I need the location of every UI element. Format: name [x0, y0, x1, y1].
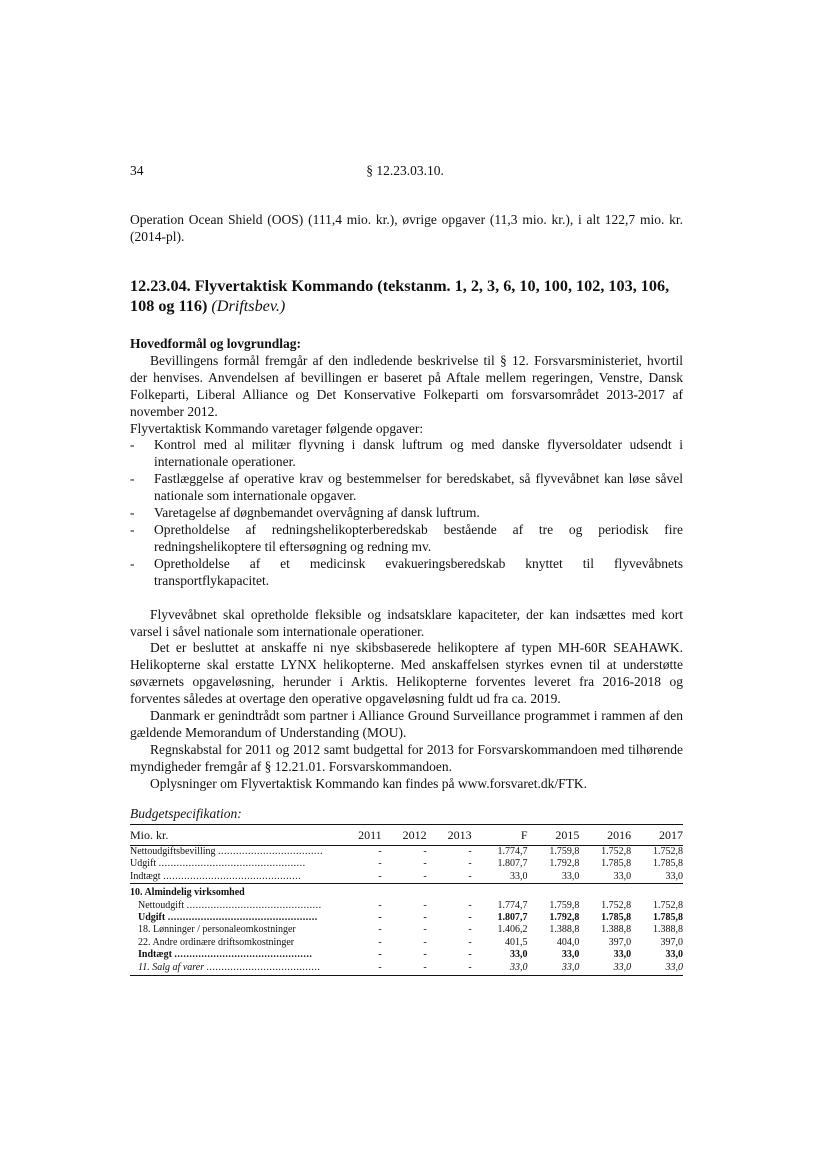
table-cell: 33,0 — [665, 949, 683, 961]
table-row — [130, 924, 683, 936]
table-cell: - — [378, 899, 382, 911]
paragraph: Flyvevåbnet skal opretholde fleksible og indsatsklare kapaciteter, der kan indsættes med kort varsel i såvel nationale som internationale operationer. — [130, 606, 683, 639]
paragraph: Det er besluttet at anskaffe ni nye skibsbaserede helikoptere af typen MH-60R SEAHAWK. Helikopterne skal erstatte LYNX helikopterne. Med anskaffelsen styrkes evnen til at understøtte søværnets opgaveløsning, herunder i Arktis. Helikopterne forventes leveret fra 2016-2018 og forventes således at overtage den operative opgaveløsning fuldt ud fra ca. 2019. — [130, 640, 683, 707]
table-cell: 1.406,2 — [497, 924, 528, 936]
table-cell: 404,0 — [556, 936, 580, 948]
section-reference: § 12.23.03.10. — [366, 163, 444, 178]
budget-title: Budgetspecifikation: — [130, 806, 242, 821]
table-cell: 1.759,8 — [549, 846, 580, 857]
table-header-row — [130, 825, 683, 846]
table-cell: 1.807,7 — [497, 912, 528, 924]
leader-dots: .............................................. — [174, 949, 313, 961]
table-cell: 401,5 — [505, 936, 528, 948]
column-header: 2016 — [579, 825, 631, 846]
row-label — [130, 949, 337, 961]
hovedformaal-heading: Hovedformål og lovgrundlag: — [130, 336, 301, 351]
table-cell: 33,0 — [665, 870, 683, 882]
table-row — [130, 871, 683, 884]
list-dash: - — [130, 555, 135, 571]
table-cell: 1.752,8 — [653, 846, 683, 857]
table-cell: 1.752,8 — [653, 899, 683, 911]
column-header: Mio. kr. — [130, 825, 337, 846]
row-label-text: 11. Salg af varer — [138, 961, 205, 973]
table-cell: - — [423, 912, 427, 924]
table-cell: - — [378, 936, 382, 948]
table-cell: 33,0 — [528, 962, 580, 976]
table-row — [130, 858, 683, 870]
row-label — [130, 924, 337, 936]
table-row — [130, 937, 683, 949]
list-dash: - — [130, 505, 135, 521]
table-cell: 33,0 — [613, 949, 632, 961]
section-body — [130, 336, 683, 793]
section-title-main: 12.23.04. Flyvertaktisk Kommando (tekstanm. 1, 2, 3, 6, 10, 100, 102, 103, 106, 108 og 116) — [130, 277, 670, 315]
list-item — [130, 505, 683, 522]
column-header: 2017 — [631, 825, 683, 846]
page-number: 34 — [130, 163, 144, 178]
table-row — [130, 912, 683, 924]
table-cell: - — [378, 858, 382, 870]
list-item — [130, 471, 683, 505]
row-label-text: Udgift — [130, 858, 157, 870]
paragraph: Danmark er genindtrådt som partner i Alliance Ground Surveillance programmet i rammen af den gældende Memorandum of Understanding (MOU). — [130, 708, 683, 740]
row-label — [130, 912, 337, 924]
row-label — [130, 858, 337, 870]
group-heading: 10. Almindelig virksomhed — [130, 884, 683, 900]
table-cell: 1.785,8 — [653, 912, 683, 924]
table-cell: - — [468, 899, 472, 911]
section-title-suffix: (Driftsbev.) — [211, 297, 286, 315]
list-dash: - — [130, 437, 135, 453]
column-header: F — [472, 825, 528, 846]
table-cell: 33,0 — [561, 870, 580, 882]
row-label-text: Indtægt — [130, 870, 161, 882]
table-cell: - — [468, 870, 472, 882]
table-cell: 33,0 — [613, 870, 632, 882]
table-cell: 1.785,8 — [601, 912, 632, 924]
table-cell: - — [423, 858, 427, 870]
table-cell: 1.388,8 — [549, 924, 580, 936]
budget-specification — [130, 806, 683, 976]
row-label — [130, 900, 337, 912]
table-cell: - — [468, 924, 472, 936]
list-item — [130, 522, 683, 556]
budget-table-body — [130, 846, 683, 976]
table-cell: - — [423, 899, 427, 911]
table-cell: - — [378, 870, 382, 882]
table-cell: 1.774,7 — [497, 846, 528, 857]
spacer — [130, 590, 683, 607]
group-heading-row — [130, 884, 683, 900]
paragraph: Oplysninger om Flyvertaktisk Kommando kan findes på www.forsvaret.dk/FTK. — [150, 775, 588, 791]
column-header: 2015 — [528, 825, 580, 846]
table-cell: - — [423, 846, 427, 857]
table-row — [130, 900, 683, 912]
table-cell: 33,0 — [561, 949, 580, 961]
table-cell: 1.759,8 — [549, 899, 580, 911]
paragraph: Flyvertaktisk Kommando varetager følgende opgaver: — [130, 420, 424, 436]
leader-dots: ............................................. — [186, 899, 322, 911]
table-cell: - — [468, 846, 472, 857]
table-cell: - — [423, 924, 427, 936]
leader-dots: .................................................. — [167, 912, 318, 924]
paragraph: Regnskabstal for 2011 og 2012 samt budgettal for 2013 for Forsvarskommandoen med tilhørende myndigheder fremgår af § 12.21.01. Forsvarskommandoen. — [130, 741, 683, 774]
table-cell: 1.785,8 — [653, 858, 683, 870]
table-row — [130, 962, 683, 976]
table-cell: - — [423, 870, 427, 882]
row-label-text: Nettoudgiftsbevilling — [130, 846, 216, 857]
table-cell: - — [382, 962, 427, 976]
table-cell: 1.752,8 — [601, 899, 632, 911]
table-cell: 1.807,7 — [497, 858, 528, 870]
table-cell: 1.792,8 — [549, 912, 580, 924]
row-label — [130, 962, 337, 976]
table-cell: - — [378, 846, 382, 857]
leader-dots: ................................... — [218, 846, 324, 857]
table-cell: 33,0 — [579, 962, 631, 976]
table-cell: - — [468, 949, 472, 961]
table-cell: 33,0 — [510, 949, 528, 961]
row-label-text: 22. Andre ordinære driftsomkostninger — [138, 936, 295, 948]
table-cell: - — [378, 949, 382, 961]
leader-dots: ...................................... — [206, 961, 321, 973]
column-header: 2011 — [337, 825, 382, 846]
budget-table — [130, 824, 683, 976]
table-cell: 33,0 — [631, 962, 683, 976]
list-dash: - — [130, 471, 135, 487]
column-header: 2013 — [427, 825, 472, 846]
row-label — [130, 871, 337, 884]
row-label-text: Nettoudgift — [138, 899, 185, 911]
row-label — [130, 846, 337, 859]
table-cell: 1.388,8 — [601, 924, 632, 936]
list-item-text: Opretholdelse af redningshelikopterberedskab bestående af tre og periodisk fire redningshelikoptere til eftersøgning og redning mv. — [154, 521, 683, 554]
leader-dots: .............................................. — [163, 870, 302, 882]
table-cell: 397,0 — [660, 936, 683, 948]
section-title — [130, 276, 685, 316]
table-cell: - — [468, 936, 472, 948]
intro-paragraph: Operation Ocean Shield (OOS) (111,4 mio. kr.), øvrige opgaver (11,3 mio. kr.), i alt 122,7 mio. kr. (2014-pl). — [130, 212, 683, 244]
table-row — [130, 846, 683, 859]
row-label-text: Indtægt — [138, 949, 172, 961]
table-row — [130, 949, 683, 961]
row-label — [130, 937, 337, 949]
table-cell: - — [423, 949, 427, 961]
table-cell: - — [337, 962, 382, 976]
list-item — [130, 556, 683, 590]
table-cell: - — [378, 924, 382, 936]
table-cell: - — [468, 858, 472, 870]
task-list — [130, 437, 683, 589]
table-cell: 1.752,8 — [601, 846, 632, 857]
list-dash: - — [130, 521, 135, 537]
table-cell: 1.792,8 — [549, 858, 580, 870]
table-cell: 1.388,8 — [653, 924, 683, 936]
row-label-text: Udgift — [138, 912, 166, 924]
table-cell: 33,0 — [472, 962, 528, 976]
table-cell: 397,0 — [608, 936, 632, 948]
table-cell: 33,0 — [510, 870, 528, 882]
table-cell: - — [423, 936, 427, 948]
list-item-text: Varetagelse af døgnbemandet overvågning af dansk luftrum. — [154, 505, 480, 521]
list-item-text: Kontrol med al militær flyvning i dansk luftrum og med danske flyversoldater udsendt i internationale operationer. — [154, 437, 683, 470]
column-header: 2012 — [382, 825, 427, 846]
table-cell: - — [468, 912, 472, 924]
table-cell: 1.785,8 — [601, 858, 632, 870]
leader-dots: ................................................. — [158, 858, 306, 870]
table-cell: - — [427, 962, 472, 976]
list-item — [130, 437, 683, 471]
table-cell: 1.774,7 — [497, 899, 528, 911]
paragraph: Bevillingens formål fremgår af den indledende beskrivelse til § 12. Forsvarsministeriet, hvortil der henvises. Anvendelsen af bevillingen er baseret på Aftale mellem regeringen, Venstre, Dansk Folkeparti, Liberal Alliance og Det Konservative Folkeparti om forsvarsområdet 2013-2017 af november 2012. — [130, 352, 683, 419]
list-item-text: Opretholdelse af et medicinsk evakueringsberedskab knyttet til flyvevåbnets transportflykapacitet. — [154, 555, 683, 588]
list-item-text: Fastlæggelse af operative krav og bestemmelser for beredskabet, så flyvevåbnet kan løse såvel nationale som internationale opgaver. — [154, 471, 683, 504]
row-label-text: 18. Lønninger / personaleomkostninger — [138, 924, 296, 936]
table-cell: - — [378, 912, 382, 924]
